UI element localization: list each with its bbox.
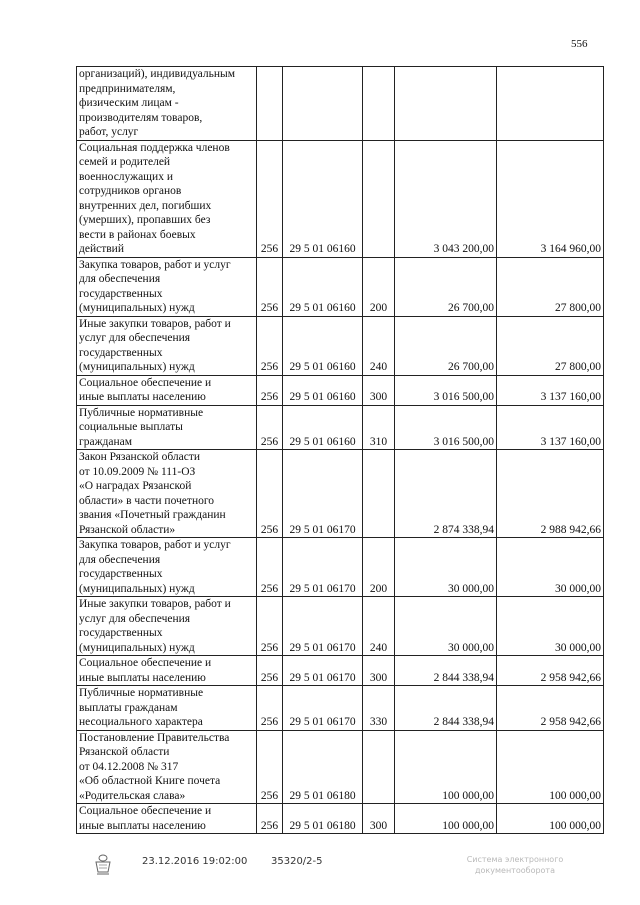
row-name-line: услуг для обеспечения bbox=[79, 332, 191, 344]
amount-year2-cell bbox=[497, 67, 604, 141]
department-code-cell: 256 bbox=[257, 375, 283, 405]
department-code-cell: 256 bbox=[257, 257, 283, 316]
row-name-line: государственных bbox=[79, 346, 163, 359]
row-name-line: работ, услуг bbox=[79, 126, 139, 138]
table-row bbox=[77, 538, 604, 597]
row-name-line: иные выплаты населению bbox=[79, 819, 206, 832]
amount-year2-cell: 2 988 942,66 bbox=[497, 450, 604, 538]
table-row bbox=[77, 804, 604, 834]
page-number: 556 bbox=[571, 38, 588, 50]
row-name-line: (умерших), пропавших без bbox=[79, 214, 211, 226]
row-name-cell bbox=[77, 656, 257, 686]
table-row bbox=[77, 405, 604, 450]
row-name-line: Социальное обеспечение и bbox=[79, 805, 212, 817]
amount-year2-cell: 30 000,00 bbox=[497, 597, 604, 656]
amount-year1-cell: 100 000,00 bbox=[395, 730, 497, 804]
row-name-line: звания «Почетный гражданин bbox=[79, 509, 226, 521]
seal-icon bbox=[92, 852, 114, 878]
department-code-cell: 256 bbox=[257, 686, 283, 731]
row-name-cell bbox=[77, 450, 257, 538]
amount-year1-cell: 3 016 500,00 bbox=[395, 375, 497, 405]
row-name-line: военнослужащих и bbox=[79, 170, 173, 183]
table-row bbox=[77, 140, 604, 257]
department-code-cell: 256 bbox=[257, 140, 283, 257]
row-name-line: услуг для обеспечения bbox=[79, 612, 191, 625]
row-name-cell bbox=[77, 405, 257, 450]
target-article-cell: 29 5 01 06160 bbox=[283, 405, 363, 450]
row-name-line: государственных bbox=[79, 568, 163, 580]
row-name-line: Закупка товаров, работ и услуг bbox=[79, 539, 231, 551]
amount-year1-cell: 26 700,00 bbox=[395, 257, 497, 316]
footer-date: 23.12.2016 19:02:00 bbox=[142, 856, 248, 867]
target-article-cell: 29 5 01 06170 bbox=[283, 686, 363, 731]
row-name-cell bbox=[77, 686, 257, 731]
table-row bbox=[77, 686, 604, 731]
amount-year1-cell: 2 844 338,94 bbox=[395, 656, 497, 686]
target-article-cell: 29 5 01 06160 bbox=[283, 140, 363, 257]
row-name-line: от 10.09.2009 № 111-ОЗ bbox=[79, 465, 196, 478]
amount-year1-cell: 2 874 338,94 bbox=[395, 450, 497, 538]
amount-year2-cell: 100 000,00 bbox=[497, 730, 604, 804]
target-article-cell: 29 5 01 06180 bbox=[283, 804, 363, 834]
row-name-line: области» в части почетного bbox=[79, 494, 215, 507]
row-name-cell bbox=[77, 597, 257, 656]
row-name-cell bbox=[77, 538, 257, 597]
row-name-line: «Об областной Книге почета bbox=[79, 775, 221, 787]
expense-type-cell: 310 bbox=[363, 405, 395, 450]
row-name-line: организаций), индивидуальным bbox=[79, 68, 236, 80]
row-name-cell bbox=[77, 375, 257, 405]
target-article-cell: 29 5 01 06180 bbox=[283, 730, 363, 804]
row-name-line: Социальное обеспечение и bbox=[79, 657, 212, 669]
row-name-line: выплаты гражданам bbox=[79, 701, 178, 714]
row-name-line: (муниципальных) нужд bbox=[79, 641, 195, 654]
row-name-line: Социальная поддержка членов bbox=[79, 141, 230, 154]
amount-year2-cell: 100 000,00 bbox=[497, 804, 604, 834]
row-name-line: (муниципальных) нужд bbox=[79, 582, 195, 595]
target-article-cell bbox=[283, 67, 363, 141]
row-name-line: (муниципальных) нужд bbox=[79, 361, 195, 373]
table-row bbox=[77, 597, 604, 656]
footer-system-stamp: Система электронного документооборота bbox=[466, 855, 564, 875]
target-article-cell: 29 5 01 06170 bbox=[283, 656, 363, 686]
row-name-line: действий bbox=[79, 243, 124, 255]
footer-reg-number: 35320/2-5 bbox=[271, 856, 323, 867]
row-name-line: гражданам bbox=[79, 435, 133, 448]
row-name-line: от 04.12.2008 № 317 bbox=[79, 760, 179, 773]
amount-year1-cell: 26 700,00 bbox=[395, 316, 497, 375]
department-code-cell: 256 bbox=[257, 405, 283, 450]
row-name-line: социальные выплаты bbox=[79, 421, 183, 433]
department-code-cell: 256 bbox=[257, 656, 283, 686]
budget-table bbox=[76, 66, 604, 834]
amount-year2-cell: 27 800,00 bbox=[497, 316, 604, 375]
amount-year2-cell: 3 137 160,00 bbox=[497, 405, 604, 450]
row-name-line: Публичные нормативные bbox=[79, 406, 204, 419]
row-name-line: государственных bbox=[79, 287, 163, 300]
amount-year2-cell: 2 958 942,66 bbox=[497, 656, 604, 686]
target-article-cell: 29 5 01 06160 bbox=[283, 316, 363, 375]
table-row bbox=[77, 257, 604, 316]
expense-type-cell: 300 bbox=[363, 804, 395, 834]
row-name-line: (муниципальных) нужд bbox=[79, 302, 195, 314]
amount-year1-cell: 2 844 338,94 bbox=[395, 686, 497, 731]
amount-year2-cell: 30 000,00 bbox=[497, 538, 604, 597]
department-code-cell: 256 bbox=[257, 450, 283, 538]
target-article-cell: 29 5 01 06160 bbox=[283, 257, 363, 316]
expense-type-cell: 330 bbox=[363, 686, 395, 731]
target-article-cell: 29 5 01 06170 bbox=[283, 538, 363, 597]
expense-type-cell bbox=[363, 67, 395, 141]
amount-year1-cell bbox=[395, 67, 497, 141]
department-code-cell: 256 bbox=[257, 316, 283, 375]
row-name-line: физическим лицам - bbox=[79, 97, 179, 109]
row-name-line: Рязанской области bbox=[79, 746, 170, 758]
row-name-line: производителям товаров, bbox=[79, 111, 203, 124]
row-name-line: Публичные нормативные bbox=[79, 687, 204, 699]
row-name-line: Иные закупки товаров, работ и bbox=[79, 317, 231, 330]
target-article-cell: 29 5 01 06170 bbox=[283, 597, 363, 656]
document-footer bbox=[0, 852, 640, 892]
row-name-cell bbox=[77, 316, 257, 375]
row-name-line: сотрудников органов bbox=[79, 185, 182, 197]
amount-year2-cell: 3 164 960,00 bbox=[497, 140, 604, 257]
department-code-cell: 256 bbox=[257, 538, 283, 597]
department-code-cell: 256 bbox=[257, 597, 283, 656]
target-article-cell: 29 5 01 06170 bbox=[283, 450, 363, 538]
amount-year1-cell: 3 043 200,00 bbox=[395, 140, 497, 257]
table-row bbox=[77, 450, 604, 538]
row-name-line: семей и родителей bbox=[79, 156, 171, 168]
row-name-cell bbox=[77, 257, 257, 316]
amount-year1-cell: 100 000,00 bbox=[395, 804, 497, 834]
department-code-cell: 256 bbox=[257, 730, 283, 804]
expense-type-cell: 240 bbox=[363, 597, 395, 656]
row-name-line: вести в районах боевых bbox=[79, 228, 196, 241]
table-row bbox=[77, 656, 604, 686]
amount-year1-cell: 30 000,00 bbox=[395, 538, 497, 597]
row-name-line: «О наградах Рязанской bbox=[79, 480, 192, 492]
expense-type-cell: 200 bbox=[363, 538, 395, 597]
row-name-line: для обеспечения bbox=[79, 553, 161, 566]
row-name-line: Закон Рязанской области bbox=[79, 451, 201, 463]
amount-year2-cell: 2 958 942,66 bbox=[497, 686, 604, 731]
row-name-line: Социальное обеспечение и bbox=[79, 376, 212, 389]
row-name-line: Закупка товаров, работ и услуг bbox=[79, 258, 231, 271]
row-name-cell bbox=[77, 804, 257, 834]
target-article-cell: 29 5 01 06160 bbox=[283, 375, 363, 405]
amount-year1-cell: 30 000,00 bbox=[395, 597, 497, 656]
expense-type-cell: 200 bbox=[363, 257, 395, 316]
row-name-line: Иные закупки товаров, работ и bbox=[79, 598, 231, 610]
expense-type-cell bbox=[363, 450, 395, 538]
expense-type-cell bbox=[363, 140, 395, 257]
row-name-cell bbox=[77, 140, 257, 257]
row-name-line: внутренних дел, погибших bbox=[79, 199, 212, 212]
row-name-line: Рязанской области» bbox=[79, 523, 176, 536]
amount-year2-cell: 3 137 160,00 bbox=[497, 375, 604, 405]
table-row bbox=[77, 730, 604, 804]
table-row bbox=[77, 375, 604, 405]
table-row bbox=[77, 67, 604, 141]
department-code-cell: 256 bbox=[257, 804, 283, 834]
row-name-line: государственных bbox=[79, 627, 163, 639]
expense-type-cell bbox=[363, 730, 395, 804]
amount-year1-cell: 3 016 500,00 bbox=[395, 405, 497, 450]
row-name-line: иные выплаты населению bbox=[79, 391, 206, 403]
expense-type-cell: 300 bbox=[363, 656, 395, 686]
department-code-cell bbox=[257, 67, 283, 141]
expense-type-cell: 240 bbox=[363, 316, 395, 375]
expense-type-cell: 300 bbox=[363, 375, 395, 405]
row-name-line: «Родительская слава» bbox=[79, 789, 186, 802]
amount-year2-cell: 27 800,00 bbox=[497, 257, 604, 316]
row-name-line: для обеспечения bbox=[79, 273, 161, 285]
row-name-line: несоциального характера bbox=[79, 716, 203, 728]
table-row bbox=[77, 316, 604, 375]
row-name-line: предпринимателям, bbox=[79, 82, 176, 95]
row-name-line: иные выплаты населению bbox=[79, 671, 206, 684]
row-name-cell bbox=[77, 730, 257, 804]
row-name-cell bbox=[77, 67, 257, 141]
row-name-line: Постановление Правительства bbox=[79, 731, 230, 744]
budget-table-body bbox=[77, 67, 604, 834]
